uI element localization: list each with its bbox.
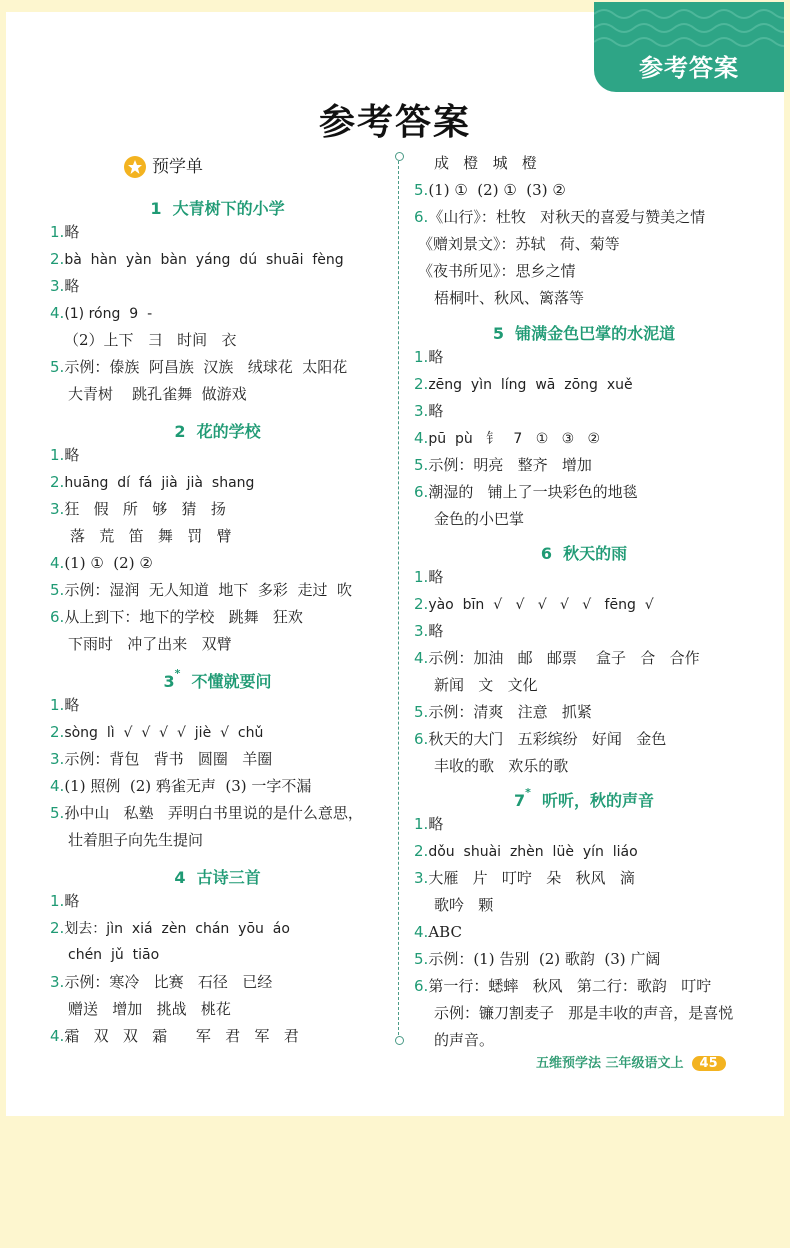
answer-line (50, 972, 272, 992)
question-number: 4. (50, 777, 65, 795)
answer-line (434, 1003, 733, 1023)
answer-text: 孙中山 私塾 弄明白书里说的是什么意思， (64, 804, 363, 822)
section-heading (414, 321, 754, 344)
answer-line (434, 895, 493, 915)
lesson-title: 秋天的雨 (551, 544, 628, 563)
answer-line (50, 776, 311, 796)
answer-line (50, 607, 303, 627)
answer-text: 从上到下：地下的学校 跳舞 狂欢 (64, 608, 303, 626)
preview-label: 预学单 (152, 157, 203, 177)
divider-dot-bottom (395, 1036, 404, 1045)
answer-line (414, 729, 666, 749)
answer-line (50, 472, 254, 493)
answer-text: chén jǔ tiāo (68, 947, 160, 963)
answer-text: yào bīn √ √ √ √ √ fēng √ (428, 597, 654, 613)
answer-text: 示例：寒冷 比赛 石径 已经 (64, 973, 273, 991)
page-number: 45 (692, 1056, 726, 1071)
answer-text: sòng lì √ √ √ √ jiè √ chǔ (64, 725, 264, 741)
answer-text: dǒu shuài zhèn lüè yín liáo (428, 844, 638, 860)
answer-text: 略 (428, 402, 444, 420)
lesson-number: 5 (492, 324, 504, 343)
star-icon (124, 156, 146, 178)
answer-text: 霜 双 双 霜 军 君 军 君 (64, 1027, 299, 1045)
lesson-title: 铺满金色巴掌的水泥道 (503, 324, 676, 343)
answer-text: 略 (428, 348, 444, 366)
answer-line (414, 401, 443, 421)
answer-text: 《山行》：杜牧 对秋天的喜爱与赞美之情 (428, 208, 706, 226)
question-number: 3. (414, 622, 429, 640)
answer-text: ABC (428, 923, 462, 941)
question-number: 5. (50, 581, 65, 599)
answer-text: 划去：jìn xiá zèn chán yōu áo (64, 921, 290, 937)
answer-line (414, 567, 443, 587)
answer-text: 的声音。 (434, 1031, 495, 1049)
answer-line (414, 922, 462, 942)
answer-text: 示例：清爽 注意 抓紧 (428, 703, 592, 721)
answer-line (434, 509, 524, 529)
answer-text: (1) ① (2) ① (3) ② (428, 181, 566, 199)
lesson-title: 古诗三首 (185, 868, 261, 887)
answer-text: 金色的小巴掌 (434, 510, 525, 528)
question-number: 6. (414, 483, 429, 501)
answer-line (414, 180, 566, 200)
answer-line (64, 330, 236, 350)
lesson-title: 不懂就要问 (180, 672, 272, 691)
question-number: 1. (50, 446, 65, 464)
answer-line (414, 814, 443, 834)
question-number: 2. (50, 250, 65, 268)
preview-section-label (124, 152, 203, 178)
question-number: 4. (50, 304, 65, 322)
question-number: 4. (414, 649, 429, 667)
answer-text: 示例：明亮 整齐 增加 (428, 456, 592, 474)
lesson-number: 3 (163, 672, 175, 691)
question-number: 4. (50, 1027, 65, 1045)
answer-text: huāng dí fá jià jià shang (64, 475, 255, 491)
answer-text: 略 (428, 815, 444, 833)
answer-text: (1) 照例 (2) 鸦雀无声 (3) 一字不漏 (64, 777, 312, 795)
question-number: 6. (414, 208, 429, 226)
question-number: 4. (414, 923, 429, 941)
question-number: 3. (414, 869, 429, 887)
lesson-number: 2 (174, 422, 186, 441)
answer-line (434, 1030, 494, 1050)
question-number: 1. (50, 892, 65, 910)
answer-text: 示例：镰刀割麦子 那是丰收的声音，是喜悦 (434, 1004, 734, 1022)
answer-text: 略 (64, 223, 80, 241)
answer-text: 赠送 增加 挑战 桃花 (68, 1000, 231, 1018)
answer-line (50, 276, 79, 296)
answer-text: 《夜书所见》：思乡之情 (418, 262, 576, 280)
answer-line (434, 153, 537, 173)
question-number: 1. (414, 348, 429, 366)
answer-line (414, 868, 635, 888)
lesson-number: 7 (513, 791, 526, 810)
question-number: 5. (414, 181, 429, 199)
answer-line (414, 702, 592, 722)
answer-line (414, 594, 654, 615)
answer-text: (1) ① (2) ② (64, 554, 153, 572)
answer-line (50, 445, 79, 465)
answer-line (68, 945, 159, 965)
question-number: 6. (414, 977, 429, 995)
answer-text: pū pù 钅 7 ① ③ ② (428, 431, 601, 447)
answer-text: 歌吟 颗 (434, 896, 494, 914)
lesson-number: 6 (540, 544, 552, 563)
answer-key-tab (594, 2, 784, 92)
answer-line (414, 976, 711, 996)
answer-line (414, 841, 638, 862)
lesson-title: 花的学校 (185, 422, 261, 441)
question-number: 3. (50, 277, 65, 295)
answer-text: 丰收的歌 欢乐的歌 (434, 757, 569, 775)
answer-text: 略 (428, 622, 444, 640)
answer-line (414, 455, 592, 475)
answer-line (70, 526, 232, 546)
question-number: 3. (414, 402, 429, 420)
question-number: 3. (50, 973, 65, 991)
answer-text: (1) róng 9 ‐ (64, 306, 153, 322)
answer-line (50, 891, 79, 911)
answer-line (68, 999, 231, 1019)
answer-line (414, 648, 700, 668)
answer-line (50, 303, 152, 324)
answer-text: 壮着胆子向先生提问 (68, 831, 204, 849)
question-number: 3. (50, 750, 65, 768)
answer-line (50, 1026, 299, 1046)
tab-label: 参考答案 (639, 54, 739, 82)
answer-text: 略 (64, 696, 80, 714)
footer-text: 五维预学法 三年级语文上 (536, 1056, 684, 1071)
answer-line (50, 695, 79, 715)
section-heading (50, 196, 385, 219)
question-number: 5. (414, 456, 429, 474)
answer-text: 大青树 跳孔雀舞 做游戏 (68, 385, 247, 403)
lesson-number: 4 (174, 868, 186, 887)
question-number: 5. (414, 950, 429, 968)
answer-text: 示例：湿润 无人知道 地下 多彩 走过 吹 (64, 581, 352, 599)
answer-text: 示例：(1) 告别 (2) 歌韵 (3) 广阔 (428, 950, 661, 968)
answer-line (50, 722, 263, 743)
page-title: 参考答案 (318, 102, 471, 143)
answer-line (414, 207, 705, 227)
answer-line (50, 249, 344, 270)
answer-line (434, 756, 568, 776)
lesson-asterisk: * (174, 667, 181, 680)
question-number: 2. (414, 595, 429, 613)
lesson-number: 1 (150, 199, 162, 218)
section-heading (414, 788, 754, 811)
answer-text: 梧桐叶、秋风、篱落等 (434, 289, 585, 307)
question-number: 2. (50, 723, 65, 741)
answer-text: （2）上下 ⺕ 时间 衣 (64, 331, 237, 349)
answer-line (414, 949, 660, 969)
answer-text: 新闻 文 文化 (434, 676, 538, 694)
answer-line (414, 482, 638, 502)
section-heading (50, 669, 385, 692)
section-heading (414, 541, 754, 564)
question-number: 1. (414, 568, 429, 586)
answer-line (68, 384, 247, 404)
lesson-asterisk: * (525, 786, 531, 799)
question-number: 1. (50, 696, 65, 714)
question-number: 2. (414, 842, 429, 860)
answer-line (414, 374, 633, 395)
answer-line (50, 749, 272, 769)
question-number: 5. (414, 703, 429, 721)
answer-text: 略 (64, 446, 80, 464)
answer-text: 略 (64, 892, 80, 910)
question-number: 5. (50, 804, 65, 822)
answer-line (434, 675, 538, 695)
answer-line (50, 357, 347, 377)
answer-line (418, 234, 620, 254)
answer-line (68, 830, 203, 850)
answer-text: 下雨时 冲了出来 双臂 (68, 635, 232, 653)
answer-line (50, 222, 79, 242)
divider-dot-top (395, 152, 404, 161)
answer-line (434, 288, 584, 308)
answer-line (68, 634, 232, 654)
answer-line (418, 261, 576, 281)
answer-text: 秋天的大门 五彩缤纷 好闻 金色 (428, 730, 667, 748)
answer-line (50, 499, 226, 519)
answer-text: 略 (64, 277, 80, 295)
answer-line (50, 580, 352, 600)
answer-text: zēng yìn líng wā zōng xuě (428, 377, 633, 393)
lesson-title: 大青树下的小学 (161, 199, 285, 218)
answer-text: 狂 假 所 够 猜 扬 (64, 500, 226, 518)
answer-line (50, 803, 363, 823)
answer-line (414, 621, 443, 641)
answer-line (414, 428, 600, 449)
question-number: 6. (414, 730, 429, 748)
question-number: 2. (414, 375, 429, 393)
section-heading (50, 419, 385, 442)
question-number: 2. (50, 473, 65, 491)
question-number: 5. (50, 358, 65, 376)
section-heading (50, 865, 385, 888)
answer-text: 略 (428, 568, 444, 586)
answer-text: 大雁 片 叮咛 朵 秋风 滴 (428, 869, 635, 887)
page-footer (536, 1052, 726, 1071)
answer-text: 《赠刘景文》：苏轼 荷、菊等 (418, 235, 620, 253)
question-number: 4. (414, 429, 429, 447)
question-number: 1. (50, 223, 65, 241)
answer-line (414, 347, 443, 367)
question-number: 2. (50, 919, 65, 937)
answer-text: 第一行：蟋蟀 秋风 第二行：歌韵 叮咛 (428, 977, 712, 995)
question-number: 1. (414, 815, 429, 833)
question-number: 6. (50, 608, 65, 626)
column-divider (398, 156, 399, 1040)
answer-line (50, 918, 290, 939)
answer-text: bà hàn yàn bàn yáng dú shuāi fèng (64, 252, 344, 268)
question-number: 4. (50, 554, 65, 572)
lesson-title: 听听，秋的声音 (530, 791, 655, 810)
question-number: 3. (50, 500, 65, 518)
answer-text: 成 橙 城 橙 (434, 154, 537, 172)
answer-text: 落 荒 笛 舞 罚 臂 (70, 527, 232, 545)
answer-text: 潮湿的 铺上了一块彩色的地毯 (428, 483, 638, 501)
answer-text: 示例：加油 邮 邮票 盒子 合 合作 (428, 649, 700, 667)
answer-text: 示例：背包 背书 圆圈 羊圈 (64, 750, 273, 768)
answer-text: 示例：傣族 阿昌族 汉族 绒球花 太阳花 (64, 358, 348, 376)
answer-line (50, 553, 153, 573)
